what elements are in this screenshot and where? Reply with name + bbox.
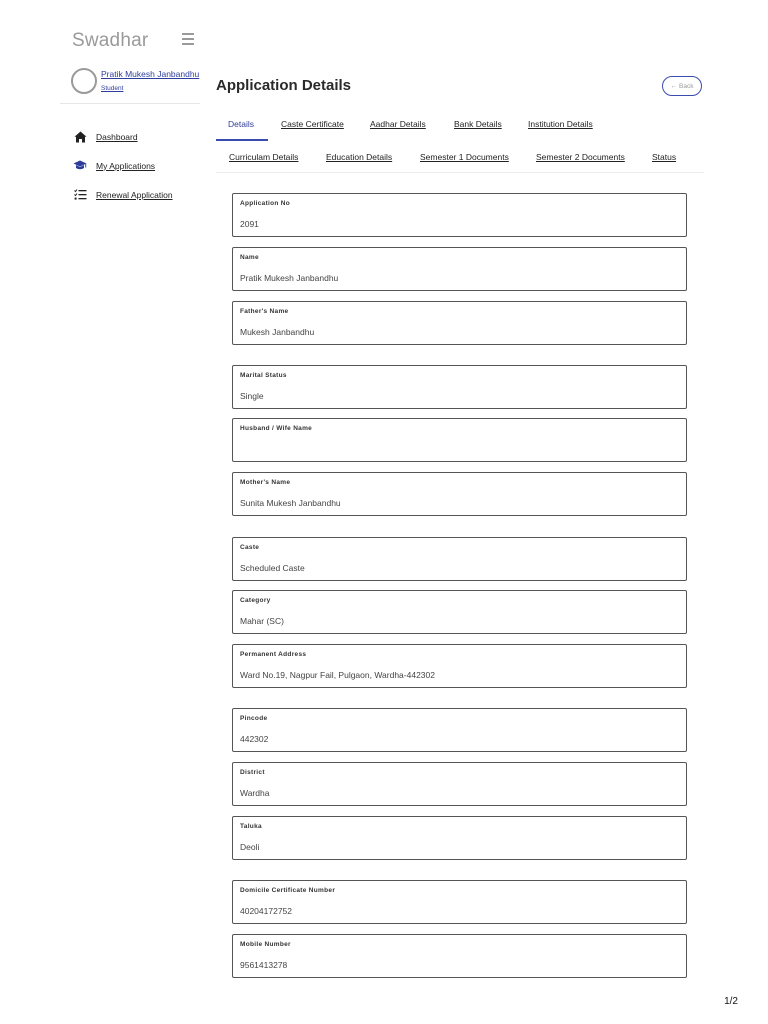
field-application-no bbox=[232, 193, 687, 237]
back-button-label: Back bbox=[679, 82, 694, 90]
field-label: Domicile Certificate Number bbox=[240, 887, 336, 894]
field-value: Deoli bbox=[240, 842, 260, 852]
tab-aadhar-details[interactable]: Aadhar Details bbox=[370, 119, 426, 129]
field-label: Taluka bbox=[240, 823, 262, 830]
avatar bbox=[71, 68, 97, 94]
field-mothers-name bbox=[232, 472, 687, 516]
graduation-cap-icon bbox=[73, 160, 87, 172]
field-label: Name bbox=[240, 254, 259, 261]
tab-caste-certificate[interactable]: Caste Certificate bbox=[281, 119, 344, 129]
field-value: 9561413278 bbox=[240, 960, 288, 970]
sidebar-nav bbox=[73, 122, 173, 209]
back-button[interactable] bbox=[662, 76, 702, 96]
field-value: 2091 bbox=[240, 219, 259, 229]
field-value: Wardha bbox=[240, 788, 270, 798]
tab-semester-1-documents[interactable]: Semester 1 Documents bbox=[420, 152, 509, 162]
arrow-left-icon: ← bbox=[670, 82, 678, 90]
sidebar-item-label: Renewal Application bbox=[96, 189, 173, 200]
field-value: Mukesh Janbandhu bbox=[240, 327, 315, 337]
field-label: District bbox=[240, 769, 265, 776]
field-label: Permanent Address bbox=[240, 651, 307, 658]
field-value: Single bbox=[240, 391, 264, 401]
field-label: Mobile Number bbox=[240, 941, 291, 948]
field-label: Category bbox=[240, 597, 271, 604]
tab-status[interactable]: Status bbox=[652, 152, 677, 162]
field-marital-status bbox=[232, 365, 687, 409]
field-name bbox=[232, 247, 687, 291]
field-value: Scheduled Caste bbox=[240, 563, 305, 573]
tab-institution-details[interactable]: Institution Details bbox=[528, 119, 593, 129]
field-district bbox=[232, 762, 687, 806]
sidebar-item-my-applications[interactable] bbox=[73, 151, 173, 180]
user-name-link[interactable]: Pratik Mukesh Janbandhu bbox=[101, 69, 200, 79]
app-brand: Swadhar bbox=[72, 30, 149, 51]
field-fathers-name bbox=[232, 301, 687, 345]
field-husband-wife-name bbox=[232, 418, 687, 462]
page-title: Application Details bbox=[216, 77, 352, 94]
field-label: Mother's Name bbox=[240, 479, 291, 486]
sidebar-item-renewal-application[interactable] bbox=[73, 180, 173, 209]
field-value: Mahar (SC) bbox=[240, 616, 284, 626]
field-permanent-address bbox=[232, 644, 687, 688]
tab-curriculam-details[interactable]: Curriculam Details bbox=[229, 152, 299, 162]
active-tab-indicator bbox=[216, 139, 268, 141]
field-label: Marital Status bbox=[240, 372, 287, 379]
field-domicile-certificate-number bbox=[232, 880, 687, 924]
home-icon bbox=[73, 131, 87, 143]
sidebar-item-label: My Applications bbox=[96, 160, 156, 171]
field-value: Ward No.19, Nagpur Fail, Pulgaon, Wardha-442302 bbox=[240, 670, 435, 680]
list-check-icon bbox=[73, 189, 87, 201]
sidebar-item-label: Dashboard bbox=[96, 131, 138, 142]
field-label: Application No bbox=[240, 200, 291, 207]
user-profile bbox=[71, 68, 201, 98]
field-label: Husband / Wife Name bbox=[240, 425, 313, 432]
tab-bank-details[interactable]: Bank Details bbox=[454, 119, 502, 129]
field-label: Caste bbox=[240, 544, 260, 551]
tabs-divider bbox=[216, 172, 704, 173]
field-value: 40204172752 bbox=[240, 906, 293, 916]
sidebar-item-dashboard[interactable] bbox=[73, 122, 173, 151]
field-label: Father's Name bbox=[240, 308, 289, 315]
menu-icon[interactable] bbox=[182, 33, 194, 48]
tab-details[interactable]: Details bbox=[228, 119, 254, 129]
field-value: 442302 bbox=[240, 734, 269, 744]
field-mobile-number bbox=[232, 934, 687, 978]
page-number: 1/2 bbox=[724, 996, 738, 1007]
field-pincode bbox=[232, 708, 687, 752]
field-caste bbox=[232, 537, 687, 581]
field-value: Sunita Mukesh Janbandhu bbox=[240, 498, 341, 508]
user-role-link[interactable]: Student bbox=[101, 85, 124, 92]
field-taluka bbox=[232, 816, 687, 860]
field-value: Pratik Mukesh Janbandhu bbox=[240, 273, 339, 283]
field-label: Pincode bbox=[240, 715, 268, 722]
sidebar-divider bbox=[60, 103, 200, 104]
tab-education-details[interactable]: Education Details bbox=[326, 152, 393, 162]
field-category bbox=[232, 590, 687, 634]
tab-semester-2-documents[interactable]: Semester 2 Documents bbox=[536, 152, 625, 162]
